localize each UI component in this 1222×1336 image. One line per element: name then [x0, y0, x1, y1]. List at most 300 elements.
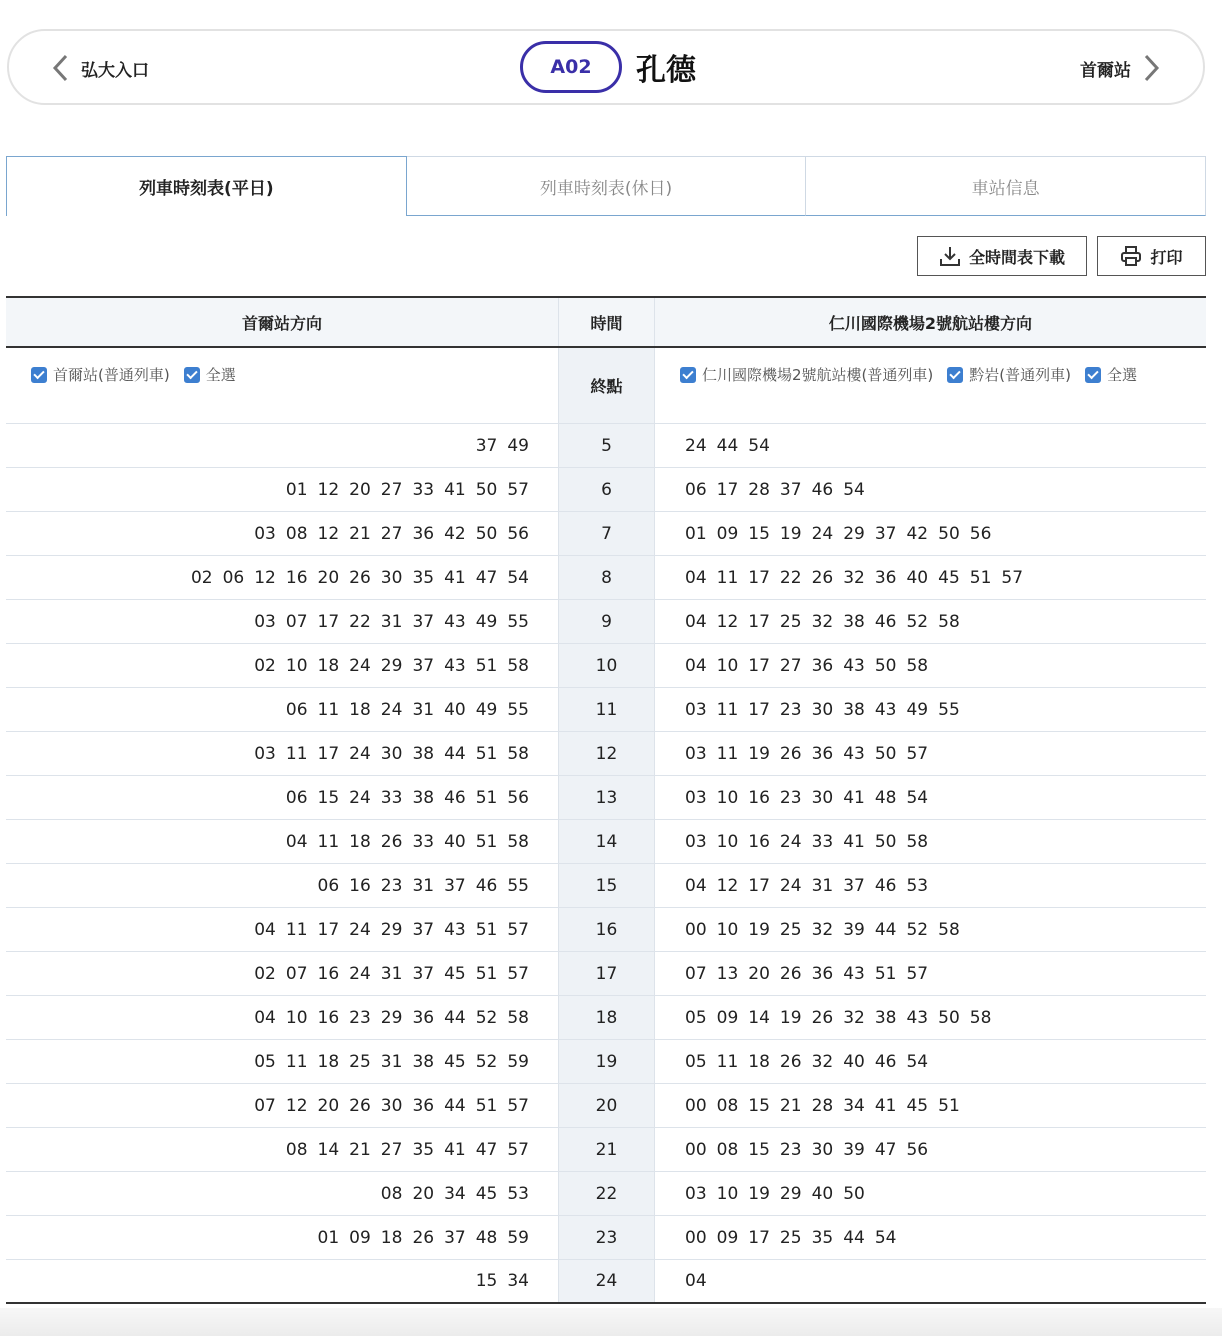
departure-minute: 58 [969, 1007, 992, 1028]
departure-minute: 17 [748, 655, 770, 676]
departure-minute: 54 [507, 567, 529, 588]
departure-minute: 29 [843, 523, 865, 544]
table-row [6, 556, 1206, 600]
departure-minute: 14 [317, 1139, 340, 1160]
departure-minute: 11 [716, 743, 739, 764]
right-minutes [655, 908, 1206, 951]
departure-minute: 41 [874, 1095, 897, 1116]
departure-minute: 16 [349, 875, 371, 896]
departure-minute: 41 [843, 831, 865, 852]
departure-minute: 09 [716, 523, 739, 544]
departure-minute: 49 [475, 611, 498, 632]
departure-minute: 10 [716, 787, 739, 808]
departure-minute: 12 [716, 611, 739, 632]
departure-minute: 57 [1001, 567, 1024, 588]
departure-minute: 01 [685, 523, 707, 544]
departure-minute: 44 [874, 919, 897, 940]
left-filter-checkbox-label: 首爾站(普通列車) [53, 366, 170, 384]
departure-minute: 22 [349, 611, 371, 632]
hour-cell: 18 [558, 996, 655, 1039]
table-row [6, 820, 1206, 864]
left-filter-checkbox[interactable] [184, 364, 236, 385]
departure-minute: 27 [380, 1139, 403, 1160]
departure-minute: 32 [843, 567, 865, 588]
departure-minute: 17 [748, 875, 770, 896]
right-minutes [655, 556, 1206, 599]
tab-holiday[interactable]: 列車時刻表(休日) [407, 156, 807, 216]
departure-minute: 04 [685, 1271, 707, 1291]
terminal-label: 終點 [558, 348, 655, 423]
download-timetable-button[interactable] [917, 236, 1087, 276]
timetable [6, 296, 1206, 1304]
departure-minute: 50 [874, 831, 897, 852]
departure-minute: 18 [317, 655, 340, 676]
departure-minute: 57 [507, 1095, 529, 1116]
right-filter-checkbox-label: 全選 [1106, 366, 1137, 384]
departure-minute: 43 [444, 611, 466, 632]
departure-minute: 39 [843, 1139, 865, 1160]
departure-minute: 24 [349, 963, 371, 984]
departure-minute: 07 [285, 963, 308, 984]
hour-cell: 20 [558, 1084, 655, 1127]
table-row [6, 996, 1206, 1040]
departure-minute: 16 [748, 787, 770, 808]
left-minutes [6, 688, 558, 731]
right-minutes [655, 1128, 1206, 1171]
prev-station-label: 弘大入口 [81, 60, 149, 81]
departure-minute: 56 [906, 1139, 929, 1160]
departure-minute: 42 [906, 523, 929, 544]
hour-cell: 5 [558, 424, 655, 467]
departure-minute: 20 [748, 963, 770, 984]
departure-minute: 43 [906, 1007, 929, 1028]
departure-minute: 20 [412, 1183, 435, 1204]
departure-minute: 59 [507, 1051, 529, 1072]
departure-minute: 33 [811, 831, 834, 852]
line-code-badge: A02 [520, 41, 622, 93]
left-minutes [6, 1216, 558, 1259]
prev-station-link[interactable] [51, 51, 149, 85]
departure-minute: 03 [685, 699, 707, 720]
departure-minute: 53 [906, 875, 929, 896]
departure-minute: 40 [906, 567, 929, 588]
departure-minute: 26 [811, 1007, 834, 1028]
departure-minute: 37 [412, 611, 435, 632]
departure-minute: 58 [938, 611, 960, 632]
table-row [6, 732, 1206, 776]
departure-minute: 54 [843, 479, 865, 500]
table-row [6, 512, 1206, 556]
departure-minute: 05 [685, 1007, 707, 1028]
page-footer-shadow [0, 1308, 1222, 1336]
left-direction-header: 首爾站方向 [241, 313, 322, 333]
departure-minute: 33 [412, 831, 435, 852]
departure-minute: 03 [685, 787, 707, 808]
departure-minute: 06 [285, 699, 308, 720]
next-station-label: 首爾站 [1080, 60, 1131, 81]
departure-minute: 53 [507, 1183, 529, 1204]
departure-minute: 56 [507, 523, 529, 544]
departure-minute: 43 [874, 699, 897, 720]
right-minutes [655, 820, 1206, 863]
departure-minute: 07 [254, 1095, 276, 1116]
tab-weekday[interactable]: 列車時刻表(平日) [6, 156, 407, 216]
departure-minute: 43 [843, 655, 865, 676]
departure-minute: 03 [254, 743, 276, 764]
departure-minute: 25 [779, 1227, 802, 1248]
departure-minute: 57 [507, 1139, 529, 1160]
departure-minute: 37 [779, 479, 802, 500]
current-station [520, 41, 696, 93]
departure-minute: 45 [444, 1051, 466, 1072]
departure-minute: 48 [874, 787, 897, 808]
right-minutes [655, 996, 1206, 1039]
departure-minute: 11 [317, 699, 340, 720]
departure-minute: 38 [843, 699, 865, 720]
departure-minute: 29 [380, 655, 403, 676]
departure-minute: 03 [254, 523, 276, 544]
checkbox-checked-icon[interactable] [184, 367, 200, 383]
departure-minute: 21 [349, 523, 371, 544]
departure-minute: 24 [685, 435, 707, 456]
departure-minute: 26 [779, 1051, 802, 1072]
departure-minute: 26 [349, 567, 371, 588]
departure-minute: 30 [811, 699, 834, 720]
departure-minute: 36 [874, 567, 897, 588]
departure-minute: 17 [748, 699, 770, 720]
departure-minute: 52 [906, 919, 929, 940]
checkbox-checked-icon[interactable] [31, 367, 47, 383]
left-minutes [6, 600, 558, 643]
chevron-left-icon [51, 53, 69, 83]
departure-minute: 05 [685, 1051, 707, 1072]
table-row [6, 644, 1206, 688]
right-minutes [655, 468, 1206, 511]
departure-minute: 10 [716, 655, 739, 676]
departure-minute: 40 [444, 831, 466, 852]
departure-minute: 04 [685, 611, 707, 632]
departure-minute: 55 [507, 875, 529, 896]
departure-minute: 05 [254, 1051, 276, 1072]
departure-minute: 24 [349, 919, 371, 940]
departure-minute: 06 [285, 787, 308, 808]
departure-minute: 58 [507, 1007, 529, 1028]
print-button[interactable] [1097, 236, 1206, 276]
print-label: 打印 [1150, 247, 1183, 267]
departure-minute: 58 [507, 655, 529, 676]
departure-minute: 38 [412, 743, 435, 764]
checkbox-checked-icon[interactable] [680, 367, 696, 383]
table-row [6, 1172, 1206, 1216]
departure-minute: 46 [874, 611, 897, 632]
departure-minute: 25 [349, 1051, 371, 1072]
departure-minute: 47 [475, 1139, 498, 1160]
departure-minute: 58 [906, 831, 929, 852]
hour-cell: 11 [558, 688, 655, 731]
departure-minute: 10 [716, 1183, 739, 1204]
departure-minute: 20 [317, 567, 340, 588]
departure-minute: 34 [444, 1183, 466, 1204]
departure-minute: 55 [507, 699, 529, 720]
departure-minute: 00 [685, 1139, 707, 1160]
departure-minute: 12 [285, 1095, 308, 1116]
departure-minute: 36 [811, 655, 834, 676]
departure-minute: 57 [507, 479, 529, 500]
departure-minute: 20 [349, 479, 371, 500]
departure-minute: 00 [685, 919, 707, 940]
departure-minute: 35 [811, 1227, 834, 1248]
left-minutes [6, 1084, 558, 1127]
departure-minute: 12 [254, 567, 276, 588]
departure-minute: 26 [779, 963, 802, 984]
chevron-right-icon [1143, 53, 1161, 83]
departure-minute: 51 [475, 743, 498, 764]
departure-minute: 50 [874, 743, 897, 764]
departure-minute: 51 [475, 831, 498, 852]
departure-minute: 07 [685, 963, 707, 984]
departure-minute: 24 [380, 699, 403, 720]
departure-minute: 18 [349, 699, 371, 720]
departure-minute: 55 [507, 611, 529, 632]
departure-minute: 17 [748, 567, 770, 588]
departure-minute: 01 [285, 479, 308, 500]
departure-minute: 38 [412, 787, 435, 808]
left-minutes [6, 1128, 558, 1171]
departure-minute: 19 [779, 523, 802, 544]
departure-minute: 16 [748, 831, 770, 852]
departure-minute: 28 [811, 1095, 834, 1116]
departure-minute: 49 [475, 699, 498, 720]
departure-minute: 45 [906, 1095, 929, 1116]
departure-minute: 17 [716, 479, 739, 500]
departure-minute: 12 [716, 875, 739, 896]
departure-minute: 04 [254, 1007, 276, 1028]
departure-minute: 18 [380, 1227, 403, 1248]
departure-minute: 21 [349, 1139, 371, 1160]
departure-minute: 54 [748, 435, 770, 456]
departure-minute: 08 [716, 1095, 739, 1116]
hour-cell: 8 [558, 556, 655, 599]
departure-minute: 04 [685, 655, 707, 676]
left-minutes [6, 424, 558, 467]
departure-minute: 12 [317, 523, 340, 544]
departure-minute: 18 [748, 1051, 770, 1072]
departure-minute: 51 [475, 787, 498, 808]
right-minutes [655, 512, 1206, 555]
departure-minute: 51 [475, 1095, 498, 1116]
table-row [6, 1260, 1206, 1304]
download-icon [939, 245, 961, 267]
departure-minute: 19 [748, 1183, 770, 1204]
departure-minute: 19 [748, 919, 770, 940]
table-row [6, 600, 1206, 644]
departure-minute: 30 [811, 787, 834, 808]
table-row [6, 468, 1206, 512]
left-filters [6, 348, 558, 423]
checkbox-checked-icon[interactable] [947, 367, 963, 383]
departure-minute: 43 [843, 963, 865, 984]
timetable-tabs [6, 156, 1206, 216]
departure-minute: 17 [748, 1227, 770, 1248]
left-minutes [6, 776, 558, 819]
left-filter-checkbox[interactable] [31, 364, 170, 385]
hour-header: 時間 [558, 298, 655, 346]
departure-minute: 36 [412, 523, 435, 544]
right-minutes [655, 688, 1206, 731]
right-minutes [655, 952, 1206, 995]
departure-minute: 58 [906, 655, 929, 676]
departure-minute: 32 [811, 919, 834, 940]
departure-minute: 26 [811, 567, 834, 588]
departure-minute: 43 [444, 655, 466, 676]
departure-minute: 41 [444, 1139, 466, 1160]
departure-minute: 11 [285, 919, 308, 940]
departure-minute: 38 [412, 1051, 435, 1072]
right-minutes [655, 1040, 1206, 1083]
departure-minute: 03 [685, 743, 707, 764]
timetable-header [6, 296, 1206, 348]
right-filters [655, 348, 1206, 423]
hour-cell: 16 [558, 908, 655, 951]
left-filter-checkbox-label: 全選 [205, 366, 236, 384]
right-filter-checkbox[interactable] [947, 364, 1071, 385]
hour-cell: 6 [558, 468, 655, 511]
departure-minute: 03 [685, 1183, 707, 1204]
departure-minute: 51 [874, 963, 897, 984]
departure-minute: 32 [843, 1007, 865, 1028]
departure-minute: 51 [969, 567, 992, 588]
timetable-body [6, 424, 1206, 1304]
departure-minute: 20 [317, 1095, 340, 1116]
departure-minute: 46 [811, 479, 834, 500]
departure-minute: 32 [811, 611, 834, 632]
right-minutes [655, 776, 1206, 819]
next-station-link[interactable] [1080, 51, 1161, 85]
hour-cell: 23 [558, 1216, 655, 1259]
departure-minute: 34 [507, 1271, 529, 1291]
departure-minute: 50 [938, 523, 960, 544]
left-minutes [6, 864, 558, 907]
departure-minute: 37 [843, 875, 865, 896]
departure-minute: 07 [285, 611, 308, 632]
checkbox-checked-icon[interactable] [1085, 367, 1101, 383]
departure-minute: 10 [716, 919, 739, 940]
tab-station-info[interactable]: 車站信息 [806, 156, 1206, 216]
departure-minute: 10 [285, 1007, 308, 1028]
departure-minute: 33 [380, 787, 403, 808]
departure-minute: 16 [285, 567, 308, 588]
right-minutes [655, 424, 1206, 467]
hour-cell: 13 [558, 776, 655, 819]
departure-minute: 36 [811, 963, 834, 984]
right-filter-checkbox[interactable] [680, 364, 933, 385]
left-minutes [6, 732, 558, 775]
departure-minute: 54 [874, 1227, 897, 1248]
hour-cell: 9 [558, 600, 655, 643]
departure-minute: 04 [285, 831, 308, 852]
departure-minute: 11 [285, 743, 308, 764]
departure-minute: 43 [843, 743, 865, 764]
departure-minute: 37 [412, 919, 435, 940]
departure-minute: 14 [748, 1007, 770, 1028]
departure-minute: 55 [938, 699, 960, 720]
departure-minute: 08 [285, 1139, 308, 1160]
departure-minute: 04 [254, 919, 276, 940]
departure-minute: 09 [716, 1007, 739, 1028]
departure-minute: 30 [380, 743, 403, 764]
departure-minute: 37 [412, 655, 435, 676]
departure-minute: 58 [507, 743, 529, 764]
departure-minute: 37 [412, 963, 435, 984]
table-row [6, 1128, 1206, 1172]
departure-minute: 04 [685, 567, 707, 588]
left-minutes [6, 1040, 558, 1083]
departure-minute: 35 [412, 567, 435, 588]
departure-minute: 37 [444, 1227, 466, 1248]
departure-minute: 27 [779, 655, 802, 676]
departure-minute: 02 [190, 567, 213, 588]
right-filter-checkbox-label: 仁川國際機場2號航站樓(普通列車) [702, 366, 934, 384]
departure-minute: 29 [380, 919, 403, 940]
departure-minute: 48 [475, 1227, 498, 1248]
departure-minute: 35 [412, 1139, 435, 1160]
departure-minute: 38 [874, 1007, 897, 1028]
departure-minute: 27 [380, 479, 403, 500]
right-minutes [655, 732, 1206, 775]
departure-minute: 46 [874, 875, 897, 896]
hour-cell: 12 [558, 732, 655, 775]
departure-minute: 44 [444, 743, 466, 764]
departure-minute: 23 [779, 787, 802, 808]
table-row [6, 908, 1206, 952]
departure-minute: 24 [811, 523, 834, 544]
departure-minute: 24 [349, 655, 371, 676]
right-filter-checkbox-label: 黔岩(普通列車) [969, 366, 1071, 384]
departure-minute: 17 [317, 743, 340, 764]
departure-minute: 02 [254, 655, 276, 676]
right-minutes [655, 1260, 1206, 1302]
departure-minute: 19 [779, 1007, 802, 1028]
filter-row [6, 348, 1206, 424]
left-minutes [6, 996, 558, 1039]
departure-minute: 26 [412, 1227, 435, 1248]
left-minutes [6, 512, 558, 555]
left-minutes [6, 820, 558, 863]
right-filter-checkbox[interactable] [1085, 364, 1137, 385]
departure-minute: 03 [685, 831, 707, 852]
departure-minute: 58 [507, 831, 529, 852]
timetable-actions [917, 236, 1206, 276]
hour-cell: 19 [558, 1040, 655, 1083]
departure-minute: 34 [843, 1095, 865, 1116]
departure-minute: 24 [349, 743, 371, 764]
departure-minute: 24 [349, 787, 371, 808]
left-minutes [6, 908, 558, 951]
departure-minute: 23 [779, 1139, 802, 1160]
departure-minute: 15 [317, 787, 340, 808]
departure-minute: 57 [906, 963, 929, 984]
departure-minute: 27 [380, 523, 403, 544]
departure-minute: 57 [507, 963, 529, 984]
departure-minute: 30 [380, 1095, 403, 1116]
departure-minute: 54 [906, 1051, 929, 1072]
departure-minute: 36 [412, 1095, 435, 1116]
table-row [6, 688, 1206, 732]
departure-minute: 16 [317, 963, 340, 984]
departure-minute: 18 [349, 831, 371, 852]
departure-minute: 45 [938, 567, 960, 588]
departure-minute: 23 [349, 1007, 371, 1028]
